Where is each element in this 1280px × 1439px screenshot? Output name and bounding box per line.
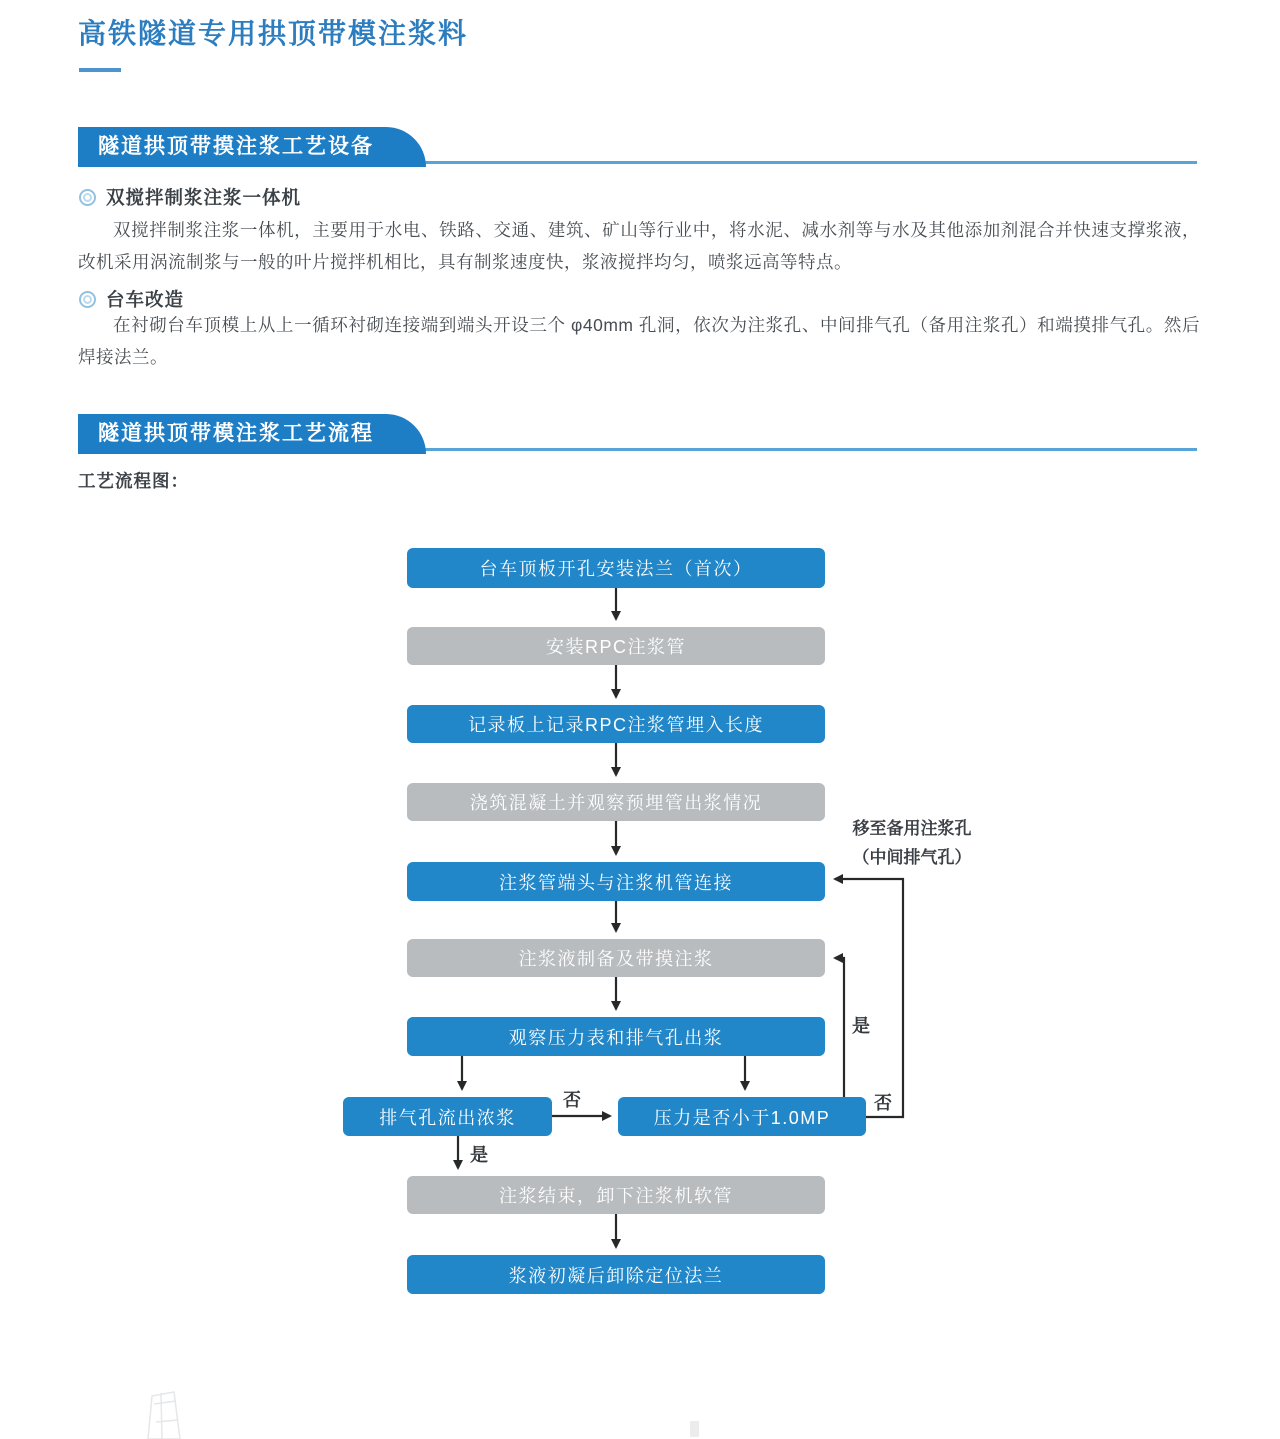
flow-decision-vent-thick-grout <box>343 1097 552 1136</box>
double-circle-bullet-icon <box>79 189 96 206</box>
building-watermark <box>128 1382 198 1439</box>
edge-label-no: 否 <box>563 1090 581 1110</box>
flow-step-label: 压力是否小于1.0MP <box>653 1107 831 1128</box>
flow-step-label: 浆液初凝后卸除定位法兰 <box>508 1265 724 1286</box>
page-title: 高铁隧道专用拱顶带模注浆料 <box>78 18 469 49</box>
flow-step-label: 观察压力表和排气孔出浆 <box>508 1027 724 1048</box>
flow-step-label: 台车顶板开孔安装法兰（首次） <box>479 559 753 579</box>
paragraph-trolley: 在衬砌台车顶模上从上一循环衬砌连接端到端头开设三个 φ40mm 孔洞，依次为注浆孔、中间排气孔（备用注浆孔）和端摸排气孔。然后焊接法兰。 <box>78 315 1200 367</box>
flow-step-observe-pressure <box>407 1017 825 1056</box>
flow-step-label: 浇筑混凝土并观察预埋管出浆情况 <box>469 793 763 813</box>
flow-step-label: 注浆管端头与注浆机管连接 <box>499 872 733 893</box>
title-underline-dash <box>79 68 121 72</box>
flow-step-label: 记录板上记录RPC注浆管埋入长度 <box>467 715 764 735</box>
list-item-heading: 双搅拌制浆注浆一体机 <box>106 187 302 208</box>
list-item-heading: 台车改造 <box>106 289 185 310</box>
edge-label-reroute <box>836 814 988 872</box>
flow-decision-pressure-limit <box>618 1097 866 1136</box>
flow-step-pour-concrete <box>407 783 825 821</box>
flow-step-label: 排气孔流出浓浆 <box>379 1107 516 1128</box>
flow-step-label: 注浆液制备及带摸注浆 <box>518 949 714 969</box>
section-header-label: 隧道拱顶带摸注浆工艺设备 <box>98 135 374 158</box>
double-circle-bullet-icon <box>79 291 96 308</box>
flow-step-end-grouting <box>407 1176 825 1214</box>
edge-label-no-feedback: 否 <box>874 1093 892 1113</box>
flow-step-label: 注浆结束，卸下注浆机软管 <box>499 1186 733 1206</box>
edge-label-yes: 是 <box>470 1145 488 1165</box>
edge-label-reroute-line1: 移至备用注浆孔 <box>852 819 972 838</box>
flow-step-record-length <box>407 705 825 743</box>
page-artifact <box>690 1421 699 1437</box>
flow-step-label: 安装RPC注浆管 <box>545 637 686 657</box>
paragraph-mixer: 双搅拌制浆注浆一体机，主要用于水电、铁路、交通、建筑、矿山等行业中，将水泥、减水剂等与水及其他添加剂混合并快速支撑浆液，改机采用涡流制浆与一般的叶片搅拌机相比，具有制浆速度快，浆液搅拌均匀，喷浆远高等特点。 <box>78 220 1200 272</box>
edge-label-reroute-line2: （中间排气孔） <box>852 848 972 867</box>
section-header-equipment <box>78 127 426 167</box>
section-header-label: 隧道拱顶带模注浆工艺流程 <box>98 422 374 445</box>
flow-step-install-flange <box>407 548 825 588</box>
flow-step-connect-pipe <box>407 862 825 901</box>
flow-step-remove-flange <box>407 1255 825 1294</box>
flow-step-prepare-grout <box>407 939 825 977</box>
list-item-mixer <box>79 184 301 210</box>
flowchart-caption: 工艺流程图： <box>78 471 189 491</box>
flow-step-install-rpc-pipe <box>407 627 825 665</box>
section-header-process <box>78 414 426 454</box>
edge-label-yes-feedback: 是 <box>852 1016 870 1036</box>
